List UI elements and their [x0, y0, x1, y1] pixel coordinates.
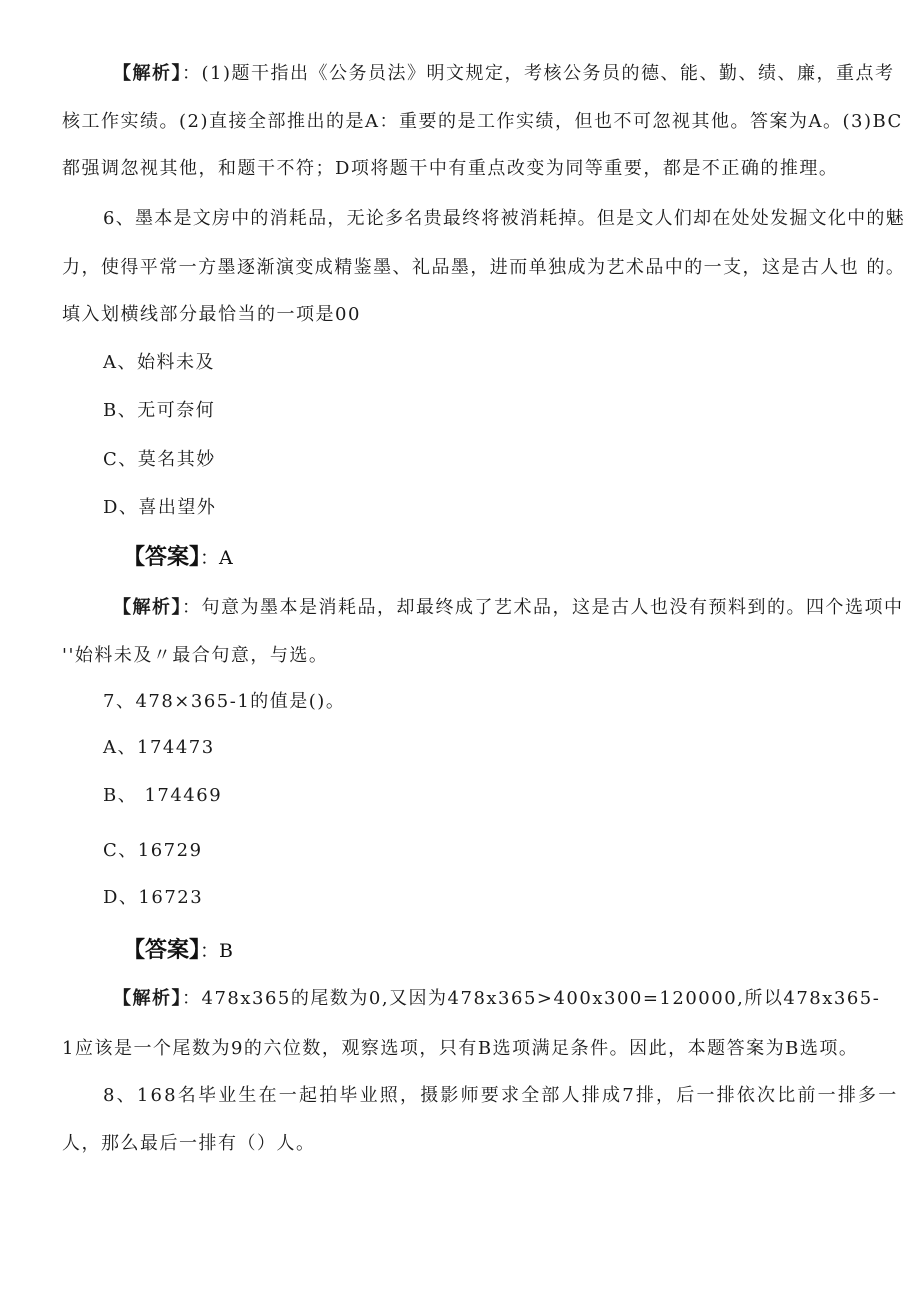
q7-answer [123, 937, 233, 965]
q5-analysis-line-1 [113, 62, 895, 86]
analysis-text: ：句意为墨本是消耗品，却最终成了艺术品，这是古人也没有预料到的。四个选项中 [182, 597, 904, 618]
q8-stem-line-2: 人，那么最后一排有（）人。 [62, 1133, 316, 1154]
q7-option-d: D、16723 [103, 887, 204, 908]
q6-stem-line-2: 力，使得平常一方墨逐渐演变成精鉴墨、礼品墨，进而单独成为艺术品中的一支，这是古人也 的。 [62, 257, 906, 278]
analysis-label: 【解析】 [113, 988, 182, 1009]
analysis-text: ：478x365的尾数为0,又因为478x365>400x300=120000,所以478x365- [182, 988, 881, 1009]
q6-analysis-line-1 [113, 596, 904, 620]
q7-analysis-line-2: 1应该是一个尾数为9的六位数，观察选项，只有B选项满足条件。因此，本题答案为B选项。 [62, 1038, 859, 1059]
q8-stem-line-1: 8、168名毕业生在一起拍毕业照，摄影师要求全部人排成7排，后一排依次比前一排多一 [103, 1085, 899, 1106]
q6-option-b: B、无可奈何 [103, 400, 216, 421]
q6-stem-line-1: 6、墨本是文房中的消耗品，无论多名贵最终将被消耗掉。但是文人们却在处处发掘文化中的魅 [103, 208, 905, 229]
q6-analysis-line-2: ''始料未及〃最合句意，与选。 [62, 645, 329, 666]
answer-value: ：A [200, 547, 233, 569]
q6-option-c: C、莫名其妙 [103, 449, 216, 470]
analysis-label: 【解析】 [113, 597, 182, 618]
q7-stem: 7、478×365-1的值是()。 [103, 691, 346, 712]
q7-option-b: B、 174469 [103, 785, 223, 806]
q6-answer [123, 544, 233, 572]
q6-stem-line-3: 填入划横线部分最恰当的一项是00 [62, 304, 361, 325]
q7-analysis-line-1 [113, 987, 880, 1011]
q5-analysis-line-3: 都强调忽视其他，和题干不符；D项将题干中有重点改变为同等重要，都是不正确的推理。 [62, 158, 839, 179]
q6-option-d: D、喜出望外 [103, 497, 217, 518]
q5-analysis-line-2: 核工作实绩。(2)直接全部推出的是A：重要的是工作实绩，但也不可忽视其他。答案为A。(3)BC [62, 111, 903, 132]
q6-option-a: A、始料未及 [103, 352, 215, 373]
answer-label: 【答案】 [123, 545, 201, 570]
q7-option-c: C、16729 [103, 840, 203, 861]
q7-option-a: A、174473 [103, 737, 215, 758]
analysis-text: ：(1)题干指出《公务员法》明文规定，考核公务员的德、能、勤、绩、廉，重点考 [182, 63, 895, 84]
answer-value: ：B [200, 940, 233, 962]
answer-label: 【答案】 [123, 938, 201, 963]
analysis-label: 【解析】 [113, 63, 182, 84]
